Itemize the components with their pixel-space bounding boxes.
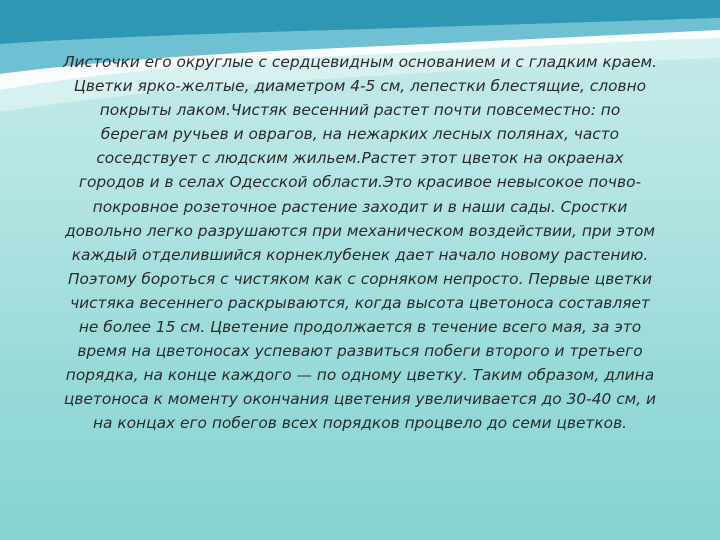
text-line: Листочки его округлые с сердцевидным основанием и с гладким краем. xyxy=(62,53,658,71)
text-line: Цветки ярко-желтые, диаметром 4-5 см, лепестки блестящие, словно xyxy=(73,77,647,96)
text-line: берегам ручьев и оврагов, на нежарких лесных полянах, часто xyxy=(100,125,620,144)
text-line: цветоноса к моменту окончания цветения увеличивается до 30-40 см, и xyxy=(63,390,657,409)
text-line: на концах его побегов всех порядков процвело до семи цветков. xyxy=(92,414,628,433)
text-line: не более 15 см. Цветение продолжается в течение всего мая, за это xyxy=(78,318,642,337)
text-line: довольно легко разрушаются при механическом воздействии, при этом xyxy=(64,221,655,240)
slide-body-text xyxy=(28,50,692,436)
text-line: покровное розеточное растение заходит и в наши сады. Сростки xyxy=(92,197,628,216)
text-line: Поэтому бороться с чистяком как с сорняком непросто. Первые цветки xyxy=(67,269,653,288)
text-line: время на цветоносах успевают развиться побеги второго и третьего xyxy=(77,342,643,361)
text-line: чистяка весеннего раскрываются, когда высота цветоноса составляет xyxy=(70,293,650,312)
text-line: соседствует с людским жильем.Растет этот цветок на окраенах xyxy=(96,149,624,168)
text-line: городов и в селах Одесской области.Это красивое невысокое почво- xyxy=(78,173,642,192)
text-line: порядка, на конце каждого — по одному цветку. Таким образом, длина xyxy=(65,366,655,385)
text-line: каждый отделившийся корнеклубенек дает начало новому растению. xyxy=(71,245,649,264)
text-line: покрыты лаком.Чистяк весенний растет почти повсеместно: по xyxy=(99,101,621,120)
